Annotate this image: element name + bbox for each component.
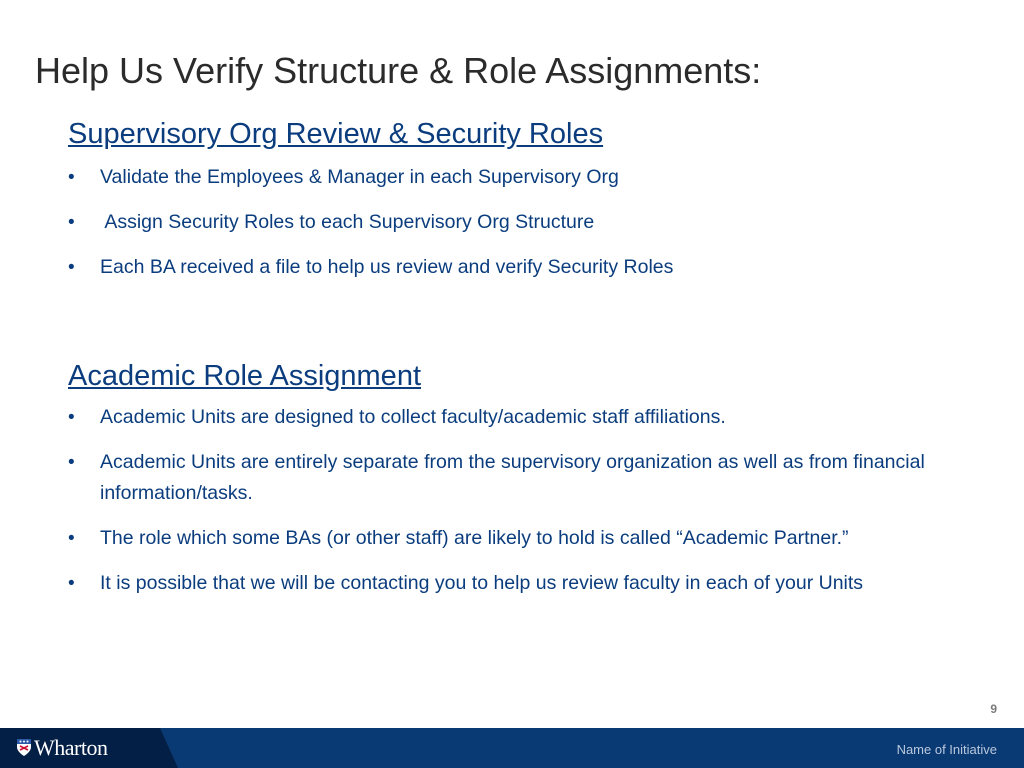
bullet-item bbox=[68, 402, 948, 433]
page-number: 9 bbox=[990, 702, 997, 716]
bullet-icon: • bbox=[68, 573, 75, 594]
slide-title: Help Us Verify Structure & Role Assignments: bbox=[35, 50, 762, 91]
footer-bar bbox=[0, 728, 1024, 768]
bullet-icon: • bbox=[68, 452, 75, 473]
bullet-text: Validate the Employees & Manager in each Supervisory Org bbox=[100, 166, 619, 188]
section-heading: Academic Role Assignment bbox=[68, 360, 421, 392]
bullet-icon: • bbox=[68, 257, 75, 278]
bullet-icon: • bbox=[68, 167, 75, 188]
section-supervisory-org bbox=[68, 116, 948, 297]
penn-shield-icon bbox=[16, 738, 32, 757]
bullet-item bbox=[68, 162, 948, 193]
footer-initiative-text: Name of Initiative bbox=[896, 742, 997, 757]
bullet-list bbox=[68, 402, 948, 599]
bullet-text: Academic Units are entirely separate from the supervisory organization as well as from financial information/tasks. bbox=[100, 451, 925, 504]
bullet-text: Each BA received a file to help us review and verify Security Roles bbox=[100, 256, 674, 278]
bullet-item bbox=[68, 252, 948, 283]
bullet-list bbox=[68, 162, 948, 283]
section-academic-role bbox=[68, 358, 948, 613]
bullet-icon: • bbox=[68, 407, 75, 428]
bullet-icon: • bbox=[68, 528, 75, 549]
bullet-text: The role which some BAs (or other staff) are likely to hold is called “Academic Partner.” bbox=[100, 527, 849, 549]
bullet-item bbox=[68, 523, 948, 554]
section-heading: Supervisory Org Review & Security Roles bbox=[68, 118, 604, 150]
bullet-text: It is possible that we will be contacting you to help us review faculty in each of your Units bbox=[100, 572, 864, 594]
bullet-item bbox=[68, 207, 948, 238]
bullet-text: Assign Security Roles to each Supervisory Org Structure bbox=[100, 211, 595, 233]
bullet-text: Academic Units are designed to collect faculty/academic staff affiliations. bbox=[100, 406, 726, 428]
bullet-icon: • bbox=[68, 212, 75, 233]
bullet-item bbox=[68, 447, 948, 509]
wharton-logo: Wharton bbox=[34, 735, 108, 760]
bullet-item bbox=[68, 568, 948, 599]
